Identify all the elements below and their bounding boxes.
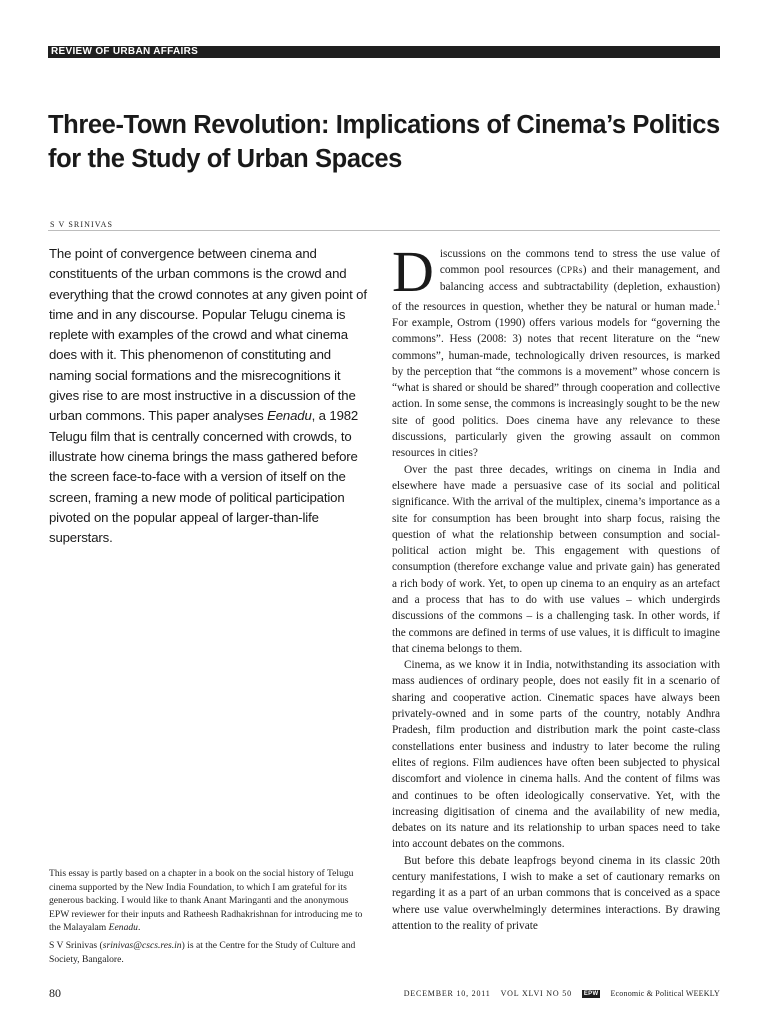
journal-name: Economic & Political WEEKLY	[610, 989, 720, 998]
author-name: S V Srinivas (	[49, 939, 103, 951]
p1-text-b: ) and their management, and balancing access and subtractability (depletion, exhaustion) of the resources in question, whether they be natural or human made.	[392, 264, 720, 313]
article-title: Three-Town Revolution: Implications of Cinema’s Politics for the Study of Urban Spaces	[48, 111, 720, 173]
issue-volume: VOL XLVI NO 50	[500, 989, 572, 998]
author-affiliation	[49, 939, 369, 966]
author-byline: S V SRINIVAS	[50, 220, 114, 229]
body-text	[392, 246, 720, 980]
acknowledgement-text-1: This essay is partly based on a chapter in a book on the social history of Telugu cinema supported by the New India Foundation, to which I am grateful for its generous backing. I would like to thank Anant Maringanti and the anonymous EPW reviewer for their inputs and Ratheesh Radhakrishnan for introducing me to the Malayalam	[49, 868, 363, 934]
abstract-text-1: The point of convergence between cinema and constituents of the urban commons is the crowd and everything that the crowd connotes at any given point of time and in any discourse. Popular Telugu cinema is replete with examples of the crowd and what cinema does with it. This phenomenon of constituting and naming social formations and the misrecognitions it gives rise to are most instructive in a discussion of the urban commons. This paper analyses	[49, 246, 367, 424]
page-number: 80	[49, 986, 61, 1000]
body-paragraph-1	[392, 246, 720, 462]
abstract-text-2: , a 1982 Telugu film that is centrally concerned with crowds, to illustrate how cinema brings the mass gathered before the screen face-to-face with a version of itself on the screen, framing a new mode of political participation pivoted on the popular appeal of larger-than-life superstars.	[49, 408, 359, 546]
acknowledgement	[49, 867, 369, 935]
author-email: srinivas@cscs.res.in	[102, 939, 182, 951]
body-paragraph-2: Over the past three decades, writings on cinema in India and elsewhere have made a persuasive case of its social and political significance. With the arrival of the multiplex, cinema’s importance as a site for consumption has been brought into sharp focus, raising the question of what the relationship between consumption and social-political action might be. This engagement with questions of consumption (therefore exchange value and private gain) has generated a rich body of work. Yet, to open up cinema to an enquiry as an artefact and a process that has to do with use values – which undergirds discussions of the commons – is a challenging task. In other words, if the commons are defined in terms of use values, it is difficult to imagine that cinema belongs to them.	[392, 463, 720, 655]
abstract	[49, 244, 367, 548]
page-footer	[404, 989, 720, 998]
footnote-marker: 1	[716, 298, 720, 307]
body-paragraph-3: Cinema, as we know it in India, notwithstanding its association with mass audiences of ordinary people, does not easily fit in a scenario of sharing and cooperative action. Cinematic spaces have always been privately-owned and in some parts of the country, notably Andhra Pradesh, film production and distribution mark the point caste-class constellations enter business and industry to later become the ruling elites of regions. Film audiences have often been subjected to physical discomfort and violence in cinema halls. And the content of films was and continues to be often ideologically conservative. Yet, with the increasing digitisation of cinema and the availability of new media, debates on its nature and its relationship to urban spaces need to take into account debates on the commons.	[392, 659, 720, 851]
drop-cap: D	[392, 246, 434, 304]
section-header: REVIEW OF URBAN AFFAIRS	[48, 46, 720, 58]
affiliation-text: ) is at the Centre for the Study of Culture and Society, Bangalore.	[49, 939, 356, 965]
divider	[48, 230, 720, 231]
p1-text-c: For example, Ostrom (1990) offers various models for “governing the commons”. Hess (2008: 3) notes that recent literature on the “new commons”, human-made, technologically driven resources, is marked by the perception that “the commons is a movement” whose concern is “what is shared or should be shared” through cooperation and collective action. In some sense, the commons is increasingly sought to be the new site of good politics. Does cinema have any relevance to these discussions, particularly given the growing assault on common resources in cities?	[392, 316, 720, 460]
acknowledgement-film-title: Eenadu	[108, 922, 138, 934]
acknowledgement-text-2: .	[137, 922, 141, 934]
issue-date: DECEMBER 10, 2011	[403, 989, 491, 998]
p1-abbreviation: CPRs	[560, 265, 583, 276]
epw-logo: EPW	[583, 990, 599, 997]
body-paragraph-4: But before this debate leapfrogs beyond cinema in its classic 20th century manifestations, I wish to make a set of cautionary remarks on regarding it as a part of an urban commons that is conceived as a space where use value overwhelmingly determines interactions. By drawing attention to the reality of private	[392, 854, 720, 932]
author-notes	[49, 867, 369, 970]
abstract-film-title: Eenadu	[267, 408, 312, 424]
p1-text-a: iscussions on the commons tend to stress the use value of common pool resources (	[439, 248, 720, 277]
